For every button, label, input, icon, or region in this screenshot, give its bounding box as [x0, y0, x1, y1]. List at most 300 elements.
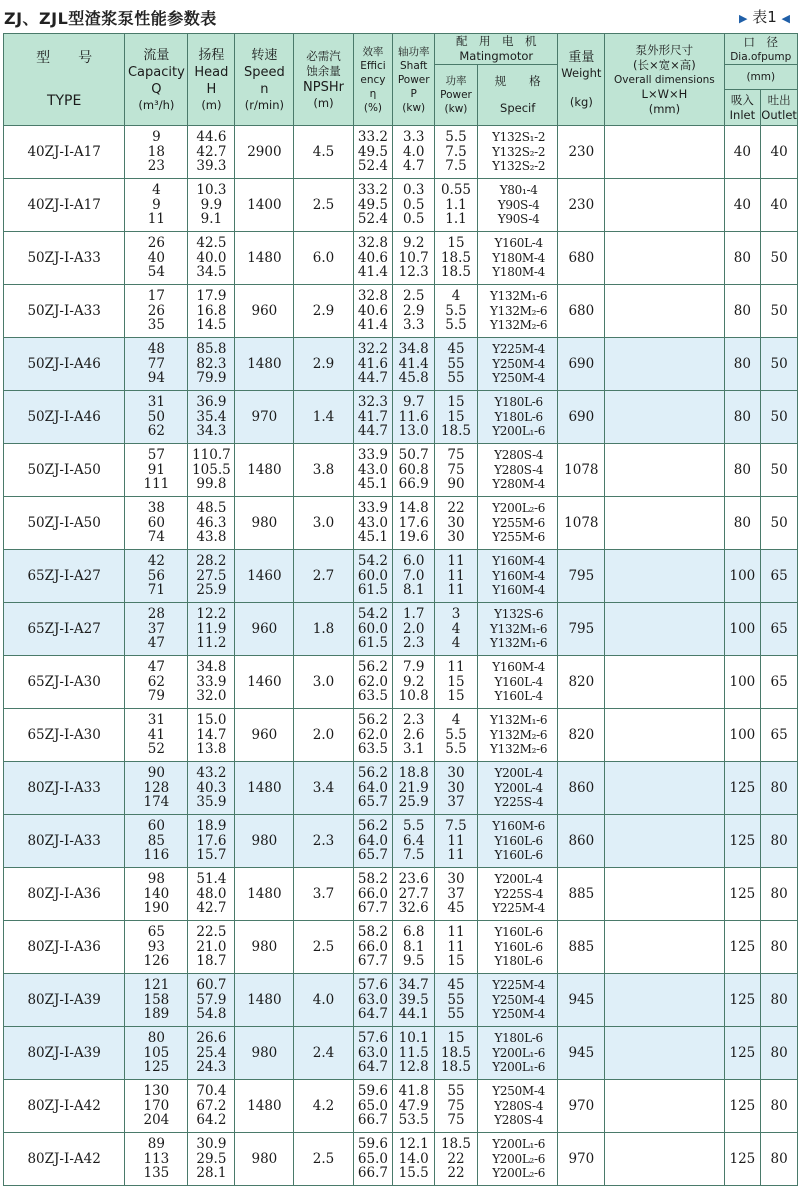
table-row: [4, 868, 798, 921]
cell-motor-spec: [477, 126, 558, 179]
cell-model: 80ZJ-I-A42: [4, 1133, 125, 1186]
cell-head-value: 35.4: [196, 408, 227, 425]
cell-capacity: [125, 1080, 188, 1133]
cell-capacity-value: 31: [147, 394, 165, 411]
cell-dimensions: [605, 232, 724, 285]
cell-shaft-power: [393, 1133, 435, 1186]
cell-model: 50ZJ-I-A46: [4, 391, 125, 444]
cell-efficiency-value: 58.2: [357, 871, 388, 888]
cell-motor-power-value: 3: [451, 606, 461, 623]
cell-motor-power-value: 11: [447, 567, 465, 584]
cell-motor-power-value: 4: [451, 620, 461, 637]
cell-capacity-value: 62: [147, 423, 165, 440]
performance-table: [3, 33, 798, 1186]
cell-capacity-value: 74: [147, 529, 165, 546]
cell-motor-spec-value: Y280S-4: [494, 462, 544, 477]
cell-efficiency-value: 60.0: [357, 620, 388, 637]
cell-motor-power-value: 18.5: [440, 423, 472, 440]
cell-motor-power-value: 15: [447, 394, 465, 411]
table-row: [4, 762, 798, 815]
cell-outlet: 65: [761, 656, 798, 709]
cell-motor-power-value: 1.1: [445, 211, 467, 228]
cell-head-value: 48.0: [196, 885, 227, 902]
cell-shaft-power-value: 39.5: [398, 991, 429, 1008]
cell-shaft-power-value: 34.8: [398, 341, 429, 358]
cell-efficiency-value: 52.4: [357, 158, 388, 175]
cell-motor-spec-value: Y160L-6: [494, 925, 543, 940]
cell-efficiency-value: 63.5: [357, 741, 388, 758]
cell-shaft-power: [393, 868, 435, 921]
header-dia-unit: [724, 65, 797, 90]
cell-head-value: 17.9: [196, 288, 227, 305]
cell-motor-power-value: 18.5: [440, 1059, 472, 1076]
cell-npsh: 3.0: [294, 497, 353, 550]
cell-motor-power-value: 4: [451, 712, 461, 729]
cell-head-value: 57.9: [196, 991, 227, 1008]
cell-outlet: 50: [761, 497, 798, 550]
cell-capacity-value: 140: [143, 885, 170, 902]
cell-efficiency-value: 41.4: [357, 317, 388, 334]
cell-motor-spec-value: Y132M₂-6: [490, 318, 548, 333]
cell-motor-spec-value: Y132M₁-6: [490, 289, 548, 304]
cell-shaft-power-value: 2.3: [402, 712, 425, 729]
cell-motor-spec-value: Y200L₁-6: [492, 1137, 546, 1152]
cell-outlet: 65: [761, 709, 798, 762]
cell-head-value: 60.7: [196, 977, 227, 994]
cell-capacity-value: 116: [143, 847, 170, 864]
cell-capacity-value: 128: [143, 779, 170, 796]
cell-efficiency-value: 54.2: [357, 606, 388, 623]
cell-motor-spec-value: Y250M-4: [492, 356, 545, 371]
cell-motor-power-value: 75: [447, 1112, 465, 1129]
header-outlet-cn: 吐出: [767, 92, 791, 107]
cell-efficiency: [353, 232, 393, 285]
cell-head: [188, 232, 235, 285]
cell-capacity: [125, 391, 188, 444]
cell-speed: 2900: [235, 126, 294, 179]
cell-efficiency: [353, 974, 393, 1027]
cell-motor-power-value: 55: [447, 370, 465, 387]
cell-capacity-value: 77: [147, 355, 165, 372]
header-dim-cn: 泵外形尺寸: [635, 42, 694, 57]
cell-head: [188, 1027, 235, 1080]
cell-shaft-power-value: 6.4: [402, 832, 425, 849]
cell-motor-power-value: 5.5: [445, 129, 467, 146]
cell-motor-power: [435, 709, 478, 762]
cell-model: 65ZJ-I-A27: [4, 603, 125, 656]
cell-motor-power-value: 22: [447, 500, 465, 517]
cell-shaft-power-value: 9.5: [402, 953, 425, 970]
header-eff-cn: 效率: [362, 45, 384, 58]
cell-motor-spec-value: Y160L-6: [494, 939, 543, 954]
table-row: [4, 126, 798, 179]
cell-motor-spec-value: Y132M₁-6: [490, 621, 548, 636]
cell-motor-power-value: 5.5: [445, 317, 467, 334]
cell-speed: 1400: [235, 179, 294, 232]
cell-npsh: 2.5: [294, 921, 353, 974]
cell-motor-power-value: 5.5: [445, 302, 467, 319]
cell-shaft-power-value: 12.3: [398, 264, 429, 281]
cell-capacity-value: 17: [147, 288, 165, 305]
cell-head-value: 54.8: [196, 1006, 227, 1023]
cell-motor-spec-value: Y225S-4: [494, 795, 544, 810]
cell-efficiency-value: 44.7: [357, 370, 388, 387]
cell-weight: 230: [558, 126, 605, 179]
cell-motor-power: [435, 550, 478, 603]
cell-shaft-power-value: 7.9: [402, 659, 425, 676]
cell-weight: 795: [558, 603, 605, 656]
header-weight-cn: 重量: [568, 50, 595, 65]
cell-capacity: [125, 444, 188, 497]
header-capacity: [125, 34, 188, 126]
cell-npsh: 3.7: [294, 868, 353, 921]
cell-motor-spec: [477, 656, 558, 709]
cell-efficiency: [353, 921, 393, 974]
cell-dimensions: [605, 1027, 724, 1080]
cell-head-value: 42.7: [196, 143, 227, 160]
table-row: [4, 1080, 798, 1133]
cell-motor-spec: [477, 179, 558, 232]
cell-capacity-value: 26: [147, 235, 165, 252]
cell-motor-spec-value: Y280S-4: [494, 448, 544, 463]
cell-head-value: 43.2: [196, 765, 227, 782]
cell-shaft-power-value: 2.0: [402, 620, 425, 637]
cell-efficiency-value: 61.5: [357, 582, 388, 599]
cell-efficiency-value: 56.2: [357, 818, 388, 835]
cell-motor-spec: [477, 815, 558, 868]
cell-motor-spec-value: Y200L₂-6: [492, 1151, 546, 1166]
cell-capacity-value: 113: [143, 1150, 170, 1167]
header-inlet-cn: 吸入: [730, 92, 754, 107]
cell-shaft-power-value: 14.8: [398, 500, 429, 517]
cell-motor-spec-value: Y90S-4: [497, 197, 540, 212]
cell-speed: 1480: [235, 1080, 294, 1133]
cell-capacity-value: 35: [147, 317, 165, 334]
cell-weight: 795: [558, 550, 605, 603]
cell-dimensions: [605, 921, 724, 974]
cell-head-value: 70.4: [196, 1083, 227, 1100]
cell-dimensions: [605, 709, 724, 762]
cell-npsh: 6.0: [294, 232, 353, 285]
cell-motor-power-value: 45: [447, 341, 465, 358]
cell-capacity-value: 18: [147, 143, 165, 160]
header-motor-power-en: Power: [440, 89, 472, 101]
cell-npsh: 4.0: [294, 974, 353, 1027]
cell-shaft-power-value: 19.6: [398, 529, 429, 546]
header-motor-spec-cn: 规 格: [494, 74, 541, 88]
cell-shaft-power-value: 12.1: [398, 1136, 429, 1153]
cell-shaft-power-value: 4.0: [402, 143, 425, 160]
cell-capacity: [125, 974, 188, 1027]
cell-weight: 860: [558, 762, 605, 815]
cell-head-value: 28.1: [196, 1165, 227, 1182]
cell-capacity-value: 62: [147, 673, 165, 690]
cell-motor-power-value: 11: [447, 582, 465, 599]
cell-outlet: 50: [761, 338, 798, 391]
table-row: [4, 603, 798, 656]
cell-motor-spec-value: Y132M₁-6: [490, 713, 548, 728]
cell-shaft-power-value: 11.5: [398, 1044, 429, 1061]
cell-npsh: 2.5: [294, 179, 353, 232]
header-shaft-en2: Power: [397, 73, 430, 86]
cell-efficiency-value: 41.4: [357, 264, 388, 281]
cell-efficiency: [353, 656, 393, 709]
cell-motor-spec: [477, 391, 558, 444]
cell-model: 65ZJ-I-A27: [4, 550, 125, 603]
cell-shaft-power-value: 27.7: [398, 885, 429, 902]
cell-inlet: 80: [724, 444, 761, 497]
cell-efficiency-value: 63.5: [357, 688, 388, 705]
cell-efficiency-value: 65.0: [357, 1150, 388, 1167]
cell-shaft-power: [393, 550, 435, 603]
cell-efficiency-value: 33.9: [357, 447, 388, 464]
cell-motor-power-value: 15: [447, 688, 465, 705]
cell-motor-power-value: 7.5: [445, 818, 467, 835]
cell-head: [188, 974, 235, 1027]
cell-shaft-power-value: 44.1: [398, 1006, 429, 1023]
cell-shaft-power-value: 34.7: [398, 977, 429, 994]
header-eff-en1: Effici: [360, 59, 386, 72]
cell-capacity-value: 91: [147, 461, 165, 478]
cell-motor-power-value: 22: [447, 1150, 465, 1167]
header-weight-en: Weight: [561, 66, 602, 80]
cell-capacity: [125, 179, 188, 232]
cell-shaft-power: [393, 1027, 435, 1080]
cell-capacity-value: 121: [143, 977, 170, 994]
cell-weight: 885: [558, 921, 605, 974]
header-motor-spec: [477, 65, 558, 126]
cell-motor-power: [435, 232, 478, 285]
header-model-en: TYPE: [46, 92, 82, 109]
cell-model: 40ZJ-I-A17: [4, 179, 125, 232]
cell-npsh: 2.4: [294, 1027, 353, 1080]
cell-shaft-power-value: 47.9: [398, 1097, 429, 1114]
cell-capacity: [125, 232, 188, 285]
cell-npsh: 2.5: [294, 1133, 353, 1186]
cell-shaft-power-value: 53.5: [398, 1112, 429, 1129]
cell-head: [188, 391, 235, 444]
cell-motor-spec-value: Y180M-4: [492, 250, 545, 265]
cell-head-value: 51.4: [196, 871, 227, 888]
cell-npsh: 2.7: [294, 550, 353, 603]
cell-efficiency-value: 40.6: [357, 249, 388, 266]
header-shaft-en: Shaft: [400, 59, 428, 72]
cell-speed: 980: [235, 497, 294, 550]
cell-dimensions: [605, 444, 724, 497]
cell-head-value: 35.9: [196, 794, 227, 811]
cell-motor-spec-value: Y180L-6: [494, 954, 543, 969]
cell-outlet: 65: [761, 550, 798, 603]
cell-efficiency: [353, 338, 393, 391]
cell-motor-spec-value: Y160L-4: [494, 689, 543, 704]
cell-shaft-power-value: 4.7: [402, 158, 425, 175]
cell-motor-spec-value: Y132S₂-2: [492, 144, 546, 159]
cell-motor-spec-value: Y160L-6: [494, 833, 543, 848]
cell-shaft-power-value: 9.7: [402, 394, 425, 411]
cell-shaft-power-value: 17.6: [398, 514, 429, 531]
cell-outlet: 80: [761, 974, 798, 1027]
cell-capacity-value: 50: [147, 408, 165, 425]
cell-inlet: 125: [724, 974, 761, 1027]
header-model: [4, 34, 125, 126]
header-model-cn: 型 号: [36, 49, 93, 66]
cell-capacity: [125, 603, 188, 656]
cell-motor-power-value: 37: [447, 885, 465, 902]
cell-capacity-value: 52: [147, 741, 165, 758]
cell-motor-power: [435, 338, 478, 391]
cell-shaft-power-value: 41.8: [398, 1083, 429, 1100]
cell-motor-power-value: 0.55: [440, 182, 472, 199]
cell-speed: 980: [235, 815, 294, 868]
cell-shaft-power-value: 2.5: [402, 288, 425, 305]
cell-shaft-power-value: 7.5: [402, 847, 425, 864]
cell-motor-power-value: 15: [447, 1030, 465, 1047]
cell-motor-spec: [477, 232, 558, 285]
cell-efficiency-value: 62.0: [357, 673, 388, 690]
cell-head: [188, 444, 235, 497]
cell-weight: 970: [558, 1133, 605, 1186]
cell-npsh: 1.4: [294, 391, 353, 444]
cell-motor-spec-value: Y160M-4: [492, 554, 545, 569]
header-motor: [435, 34, 558, 65]
cell-motor-power-value: 90: [447, 476, 465, 493]
cell-motor-power-value: 5.5: [445, 726, 467, 743]
cell-motor-power: [435, 762, 478, 815]
cell-weight: 945: [558, 974, 605, 1027]
cell-motor-spec: [477, 444, 558, 497]
cell-motor-spec-value: Y250M-4: [492, 1007, 545, 1022]
cell-head-value: 32.0: [196, 688, 227, 705]
cell-capacity-value: 79: [147, 688, 165, 705]
cell-outlet: 40: [761, 179, 798, 232]
header-motor-power: [435, 65, 478, 126]
cell-efficiency: [353, 815, 393, 868]
header-head-unit: (m): [201, 97, 222, 112]
cell-speed: 980: [235, 1027, 294, 1080]
cell-motor-spec: [477, 497, 558, 550]
table-body: [4, 126, 798, 1186]
cell-capacity-value: 80: [147, 1030, 165, 1047]
cell-motor-power-value: 75: [447, 461, 465, 478]
cell-head-value: 18.7: [196, 953, 227, 970]
header-head-en: Head: [194, 64, 229, 80]
cell-weight: 820: [558, 709, 605, 762]
header-capacity-sym: Q: [151, 81, 162, 97]
cell-capacity-value: 71: [147, 582, 165, 599]
cell-shaft-power: [393, 603, 435, 656]
cell-dimensions: [605, 1080, 724, 1133]
cell-efficiency-value: 56.2: [357, 765, 388, 782]
cell-capacity-value: 38: [147, 500, 165, 517]
cell-efficiency-value: 32.8: [357, 288, 388, 305]
cell-head-value: 27.5: [196, 567, 227, 584]
cell-speed: 970: [235, 391, 294, 444]
header-dim-sym: L×W×H: [641, 86, 688, 101]
cell-shaft-power-value: 8.1: [402, 582, 425, 599]
cell-motor-spec-value: Y200L₂-6: [492, 501, 546, 516]
cell-capacity: [125, 868, 188, 921]
table-row: [4, 815, 798, 868]
cell-shaft-power-value: 32.6: [398, 900, 429, 917]
cell-dimensions: [605, 338, 724, 391]
cell-head-value: 10.3: [196, 182, 227, 199]
cell-motor-power-value: 30: [447, 529, 465, 546]
header-motor-cn: 配 用 电 机: [456, 34, 537, 48]
header-outlet: [761, 90, 798, 126]
cell-motor-power-value: 11: [447, 938, 465, 955]
cell-efficiency-value: 64.7: [357, 1006, 388, 1023]
cell-inlet: 125: [724, 1080, 761, 1133]
cell-shaft-power-value: 2.9: [402, 302, 425, 319]
cell-motor-spec-value: Y200L₂-6: [492, 1166, 546, 1181]
cell-head: [188, 656, 235, 709]
cell-model: 50ZJ-I-A33: [4, 232, 125, 285]
cell-shaft-power-value: 21.9: [398, 779, 429, 796]
cell-efficiency: [353, 1133, 393, 1186]
cell-motor-spec-value: Y80₁-4: [499, 183, 538, 198]
cell-motor-spec-value: Y225S-4: [494, 886, 544, 901]
cell-shaft-power: [393, 974, 435, 1027]
cell-efficiency-value: 56.2: [357, 659, 388, 676]
cell-speed: 1480: [235, 762, 294, 815]
cell-motor-spec: [477, 762, 558, 815]
cell-capacity: [125, 921, 188, 974]
cell-capacity-value: 158: [143, 991, 170, 1008]
cell-capacity-value: 125: [143, 1059, 170, 1076]
cell-capacity: [125, 338, 188, 391]
cell-efficiency: [353, 444, 393, 497]
cell-capacity-value: 28: [147, 606, 165, 623]
cell-motor-spec-value: Y200L-4: [494, 780, 543, 795]
cell-motor-spec-value: Y180L-6: [494, 395, 543, 410]
cell-speed: 1480: [235, 444, 294, 497]
cell-motor-spec: [477, 1027, 558, 1080]
cell-shaft-power-value: 41.4: [398, 355, 429, 372]
cell-weight: 1078: [558, 497, 605, 550]
cell-head-value: 85.8: [196, 341, 227, 358]
cell-motor-spec-value: Y200L₁-6: [492, 1060, 546, 1075]
cell-model: 50ZJ-I-A46: [4, 338, 125, 391]
cell-efficiency-value: 64.0: [357, 779, 388, 796]
cell-motor-spec-value: Y200L-4: [494, 872, 543, 887]
cell-motor-power: [435, 179, 478, 232]
cell-shaft-power-value: 3.3: [402, 317, 425, 334]
cell-head-value: 110.7: [192, 447, 231, 464]
header-efficiency: [353, 34, 393, 126]
cell-dimensions: [605, 126, 724, 179]
cell-motor-power-value: 11: [447, 847, 465, 864]
cell-motor-spec-value: Y250M-4: [492, 371, 545, 386]
cell-head-value: 11.9: [196, 620, 227, 637]
cell-dimensions: [605, 285, 724, 338]
cell-capacity-value: 11: [147, 211, 165, 228]
table-row: [4, 550, 798, 603]
header-npsh: [294, 34, 353, 126]
cell-motor-spec: [477, 1080, 558, 1133]
header-motor-spec-en: Specif: [500, 101, 536, 115]
cell-motor-power-value: 22: [447, 1165, 465, 1182]
cell-head-value: 14.7: [196, 726, 227, 743]
cell-head-value: 24.3: [196, 1059, 227, 1076]
cell-capacity-value: 9: [152, 196, 161, 213]
table-row: [4, 656, 798, 709]
cell-dimensions: [605, 815, 724, 868]
cell-efficiency-value: 63.0: [357, 991, 388, 1008]
cell-motor-power: [435, 1080, 478, 1133]
cell-efficiency-value: 32.2: [357, 341, 388, 358]
cell-head-value: 30.9: [196, 1136, 227, 1153]
cell-motor-spec-value: Y280M-4: [492, 477, 545, 492]
